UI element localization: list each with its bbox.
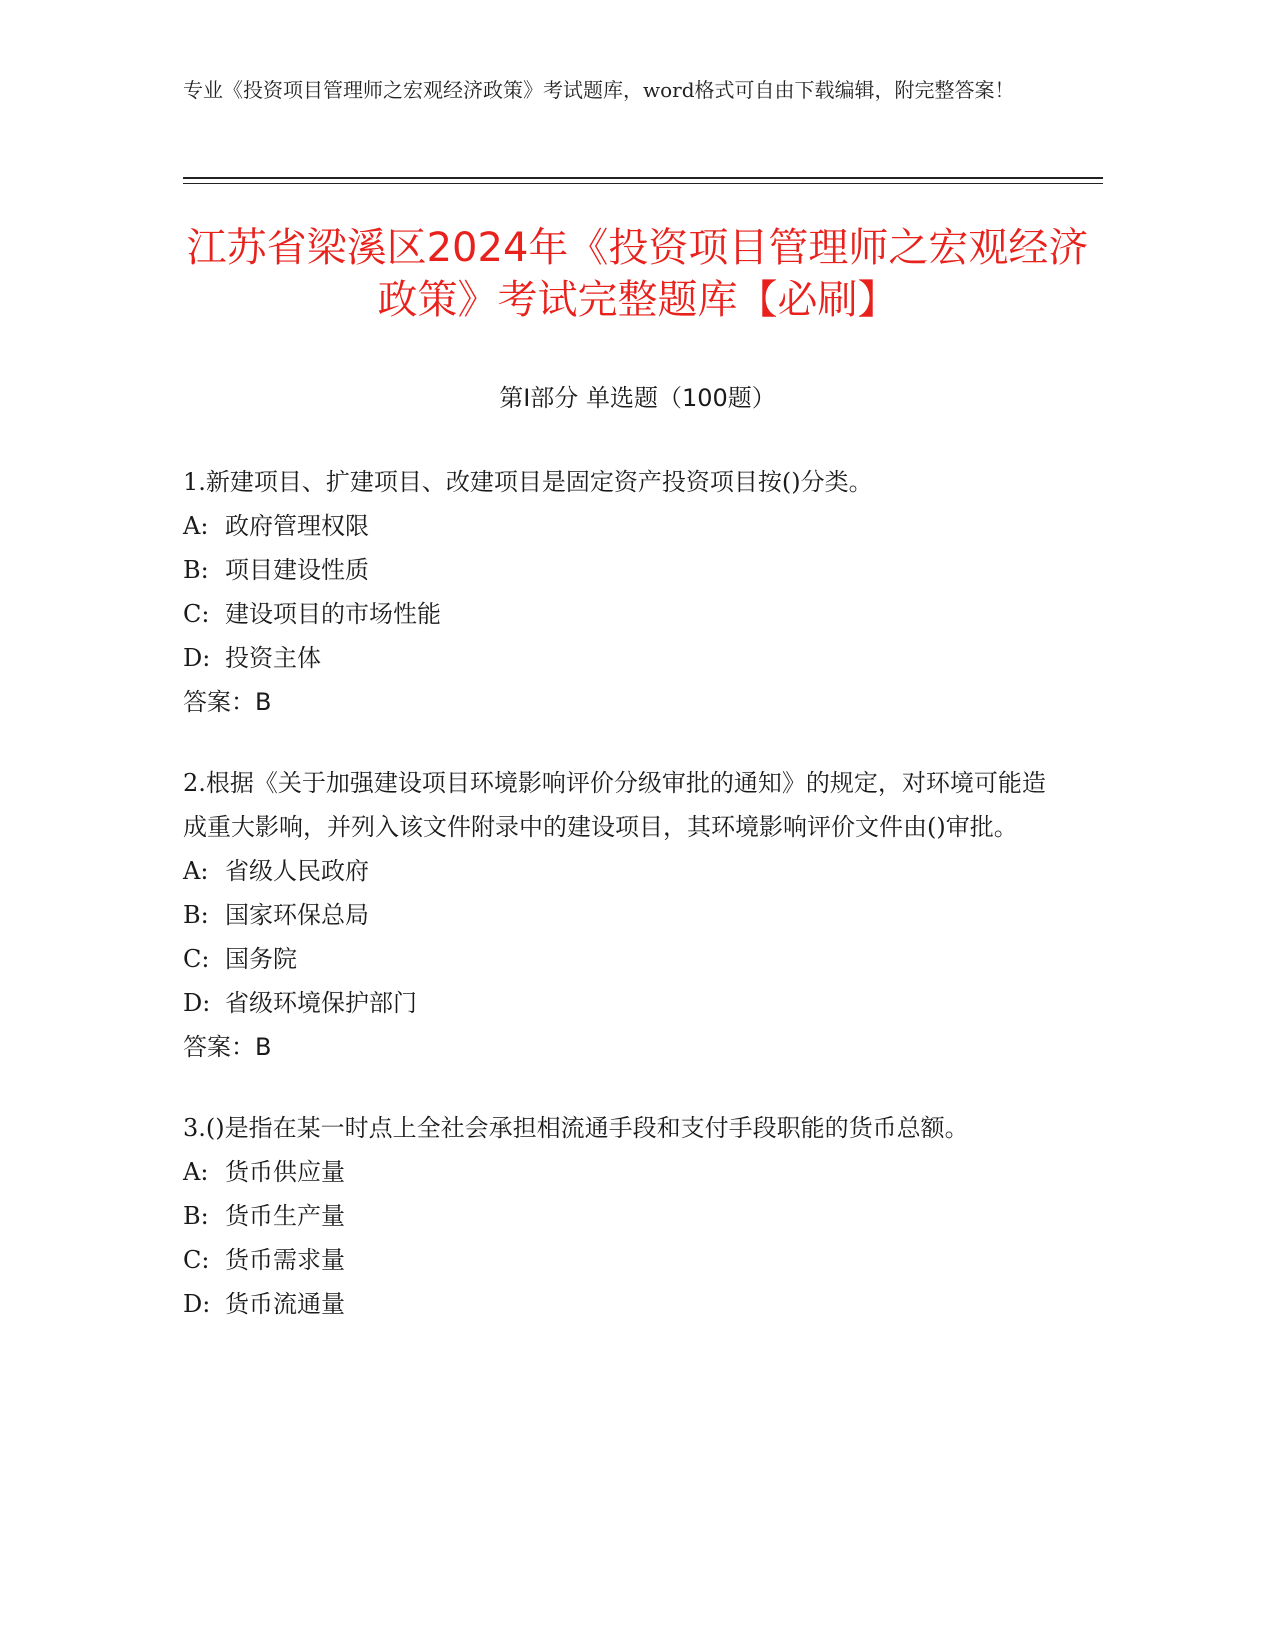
option-b: [183, 1194, 1063, 1238]
option-letter: D:: [183, 1290, 211, 1318]
option-a: [183, 504, 1063, 548]
option-c: [183, 592, 1063, 636]
option-d: [183, 636, 1063, 680]
option-text: 国务院: [225, 945, 297, 973]
option-a: [183, 1150, 1063, 1194]
option-letter: A:: [183, 857, 209, 885]
option-c: [183, 937, 1063, 981]
question-2: [183, 761, 1063, 1069]
section-heading: 第Ⅰ部分 单选题（100题）: [499, 384, 776, 412]
option-c: [183, 1238, 1063, 1282]
option-b: [183, 548, 1063, 592]
question-3: [183, 1106, 1063, 1326]
option-letter: C:: [183, 600, 210, 628]
header-divider-thick: [183, 177, 1103, 179]
answer-text: 答案：B: [183, 1033, 272, 1061]
header-divider-thin: [183, 183, 1103, 184]
option-letter: C:: [183, 945, 210, 973]
question-text: 3.()是指在某一时点上全社会承担相流通手段和支付手段职能的货币总额。: [183, 1114, 969, 1142]
option-letter: D:: [183, 644, 211, 672]
option-text: 政府管理权限: [225, 512, 369, 540]
option-letter: A:: [183, 512, 209, 540]
option-text: 省级环境保护部门: [225, 989, 417, 1017]
question-text: 1.新建项目、扩建项目、改建项目是固定资产投资项目按()分类。: [183, 468, 873, 496]
option-text: 项目建设性质: [225, 556, 369, 584]
option-text: 货币需求量: [225, 1246, 345, 1274]
question-list: [183, 460, 1063, 1363]
option-letter: D:: [183, 989, 211, 1017]
option-text: 货币供应量: [225, 1158, 345, 1186]
option-text: 货币流通量: [225, 1290, 345, 1318]
option-letter: B:: [183, 901, 209, 929]
question-text: 2.根据《关于加强建设项目环境影响评价分级审批的通知》的规定，对环境可能造成重大影响，并列入该文件附录中的建设项目，其环境影响评价文件由()审批。: [183, 769, 1046, 841]
option-d: [183, 1282, 1063, 1326]
option-a: [183, 849, 1063, 893]
option-text: 国家环保总局: [225, 901, 369, 929]
option-text: 货币生产量: [225, 1202, 345, 1230]
option-b: [183, 893, 1063, 937]
intro-text: 专业《投资项目管理师之宏观经济政策》考试题库，word格式可自由下载编辑，附完整答案！: [183, 78, 1015, 102]
option-d: [183, 981, 1063, 1025]
document-title: 江苏省梁溪区2024年《投资项目管理师之宏观经济政策》考试完整题库【必刷】: [186, 225, 1089, 323]
option-letter: B:: [183, 1202, 209, 1230]
option-text: 投资主体: [225, 644, 321, 672]
option-letter: C:: [183, 1246, 210, 1274]
question-1: [183, 460, 1063, 724]
option-text: 建设项目的市场性能: [225, 600, 441, 628]
option-letter: B:: [183, 556, 209, 584]
option-letter: A:: [183, 1158, 209, 1186]
answer-text: 答案：B: [183, 688, 272, 716]
option-text: 省级人民政府: [225, 857, 369, 885]
